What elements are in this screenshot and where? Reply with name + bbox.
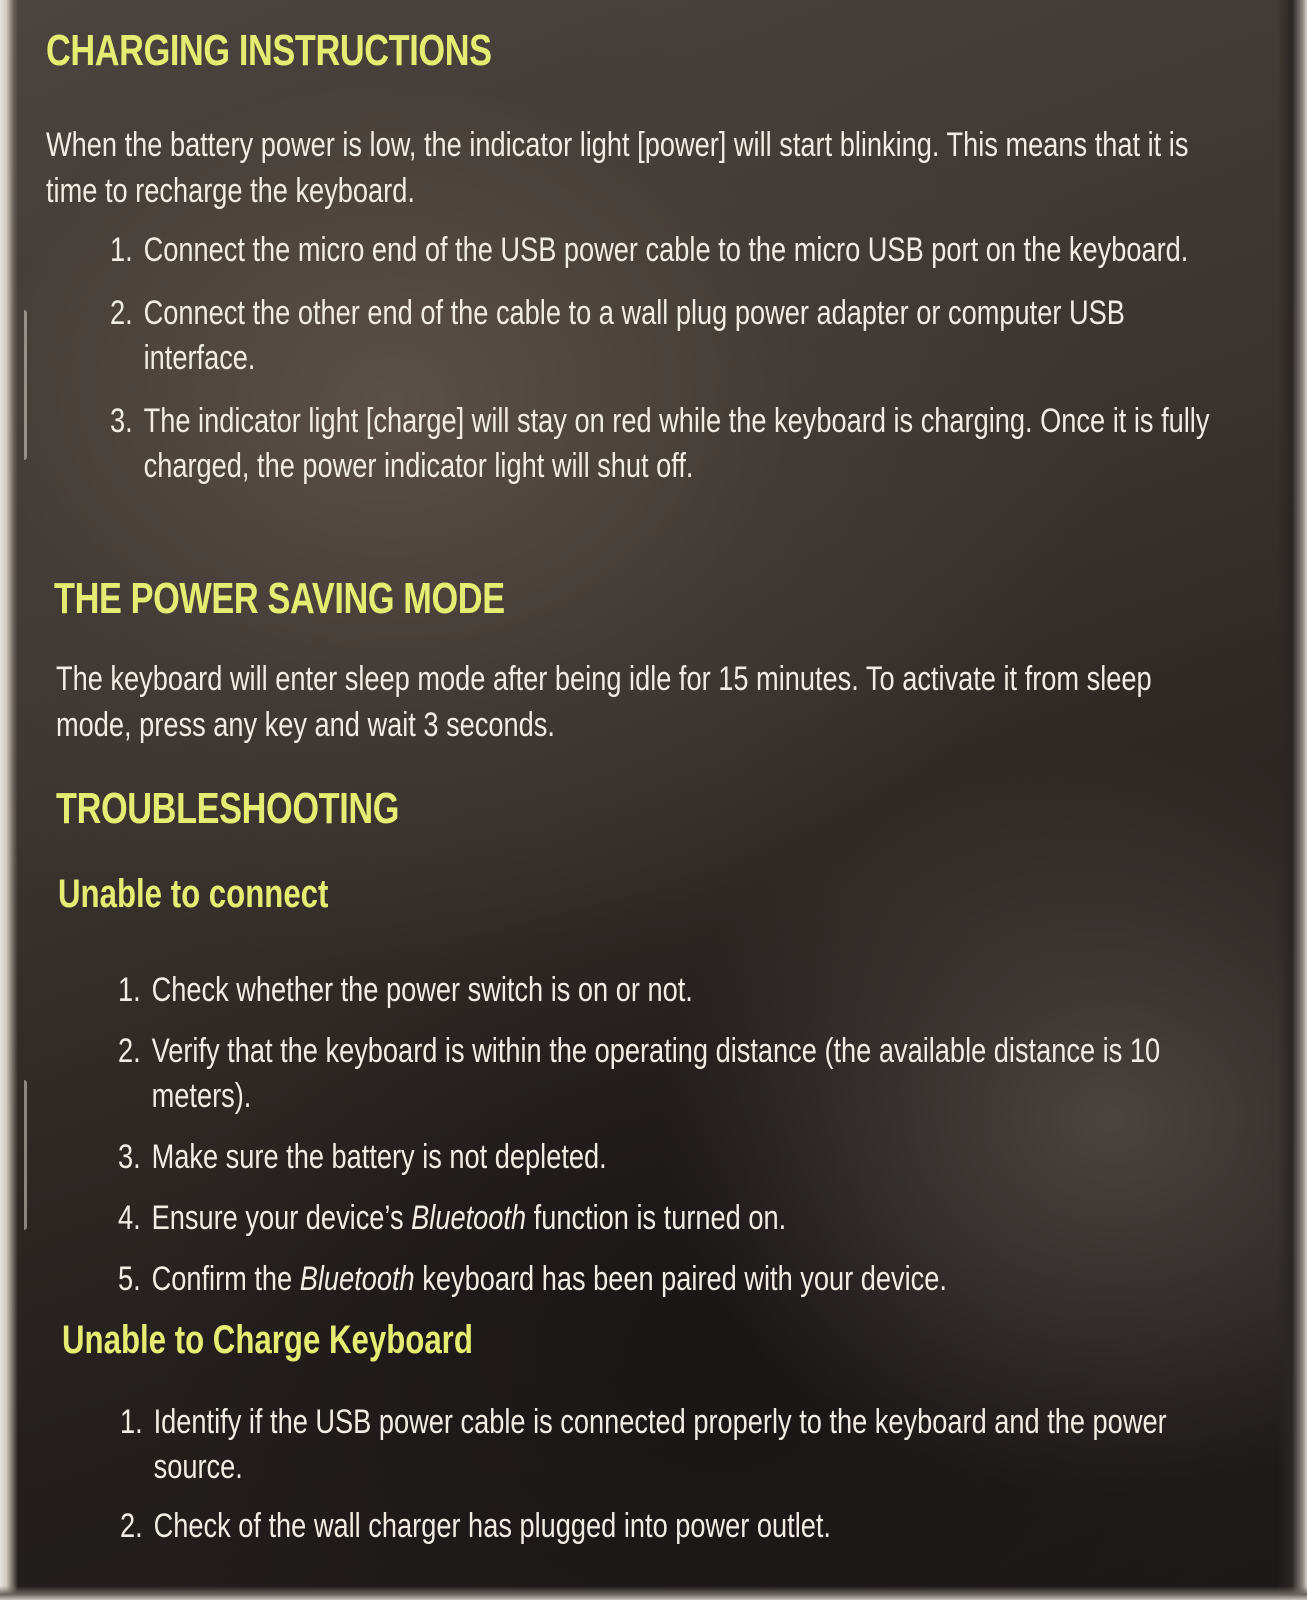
step-number: 2. <box>110 294 133 332</box>
step-text: Connect the other end of the cable to a wall plug power adapter or computer USB interface. <box>143 294 1125 377</box>
connect-steps-list <box>118 968 1307 1318</box>
power-saving-mode-heading: THE POWER SAVING MODE <box>54 574 505 623</box>
step-text: Check whether the power switch is on or not. <box>151 971 693 1009</box>
page-left-edge <box>0 0 18 1600</box>
step-number: 1. <box>120 1403 143 1441</box>
power-saving-text: The keyboard will enter sleep mode after being idle for 15 minutes. To activate it from sleep mode, press any key and wait 3 seconds. <box>56 660 1152 744</box>
connect-step <box>118 1257 1238 1302</box>
step-number: 2. <box>120 1507 143 1545</box>
step-text <box>152 1196 1238 1241</box>
step-number: 4. <box>118 1199 141 1237</box>
step-text-pre: Ensure your device’s <box>151 1199 412 1237</box>
charging-step <box>110 228 1230 273</box>
step-text-post: function is turned on. <box>526 1199 787 1237</box>
step-text: Identify if the USB power cable is connected properly to the keyboard and the power source. <box>153 1403 1167 1486</box>
unable-to-connect-heading: Unable to connect <box>58 872 329 916</box>
step-text: Make sure the battery is not depleted. <box>151 1138 607 1176</box>
connect-step <box>118 1029 1238 1119</box>
step-text-post: keyboard has been paired with your device. <box>414 1260 947 1298</box>
charge-step <box>120 1504 1240 1549</box>
troubleshooting-heading: TROUBLESHOOTING <box>56 784 400 833</box>
charging-step <box>110 399 1230 489</box>
charging-instructions-heading: CHARGING INSTRUCTIONS <box>46 26 492 75</box>
step-text: Verify that the keyboard is within the operating distance (the available distance is 10 meters). <box>151 1032 1161 1115</box>
step-number: 3. <box>110 402 133 440</box>
step-text <box>152 1257 1238 1302</box>
connect-step <box>118 1135 1238 1180</box>
bluetooth-term: Bluetooth <box>299 1260 415 1298</box>
step-text-pre: Confirm the <box>151 1260 300 1298</box>
page-bottom-edge <box>0 1586 1307 1600</box>
step-text: The indicator light [charge] will stay on red while the keyboard is charging. Once it is fully charged, the power indicator light will shut off. <box>143 402 1210 485</box>
unable-to-charge-heading: Unable to Charge Keyboard <box>62 1318 473 1362</box>
binding-staple-top <box>0 310 27 460</box>
step-text: Connect the micro end of the USB power cable to the micro USB port on the keyboard. <box>143 231 1189 269</box>
connect-step <box>118 968 1238 1013</box>
step-number: 3. <box>118 1138 141 1176</box>
bluetooth-term: Bluetooth <box>411 1199 527 1237</box>
step-number: 1. <box>110 231 133 269</box>
step-text: Check of the wall charger has plugged into power outlet. <box>153 1507 831 1545</box>
step-number: 1. <box>118 971 141 1009</box>
step-number: 5. <box>118 1260 141 1298</box>
binding-staple-bottom <box>0 1080 27 1230</box>
charging-steps-list <box>110 228 1307 507</box>
charging-intro-text: When the battery power is low, the indicator light [power] will start blinking. This means that it is time to recharge the keyboard. <box>46 126 1189 210</box>
charge-steps-list <box>120 1400 1307 1563</box>
charging-step <box>110 291 1230 381</box>
step-number: 2. <box>118 1032 141 1070</box>
charge-step <box>120 1400 1240 1490</box>
connect-step <box>118 1196 1238 1241</box>
